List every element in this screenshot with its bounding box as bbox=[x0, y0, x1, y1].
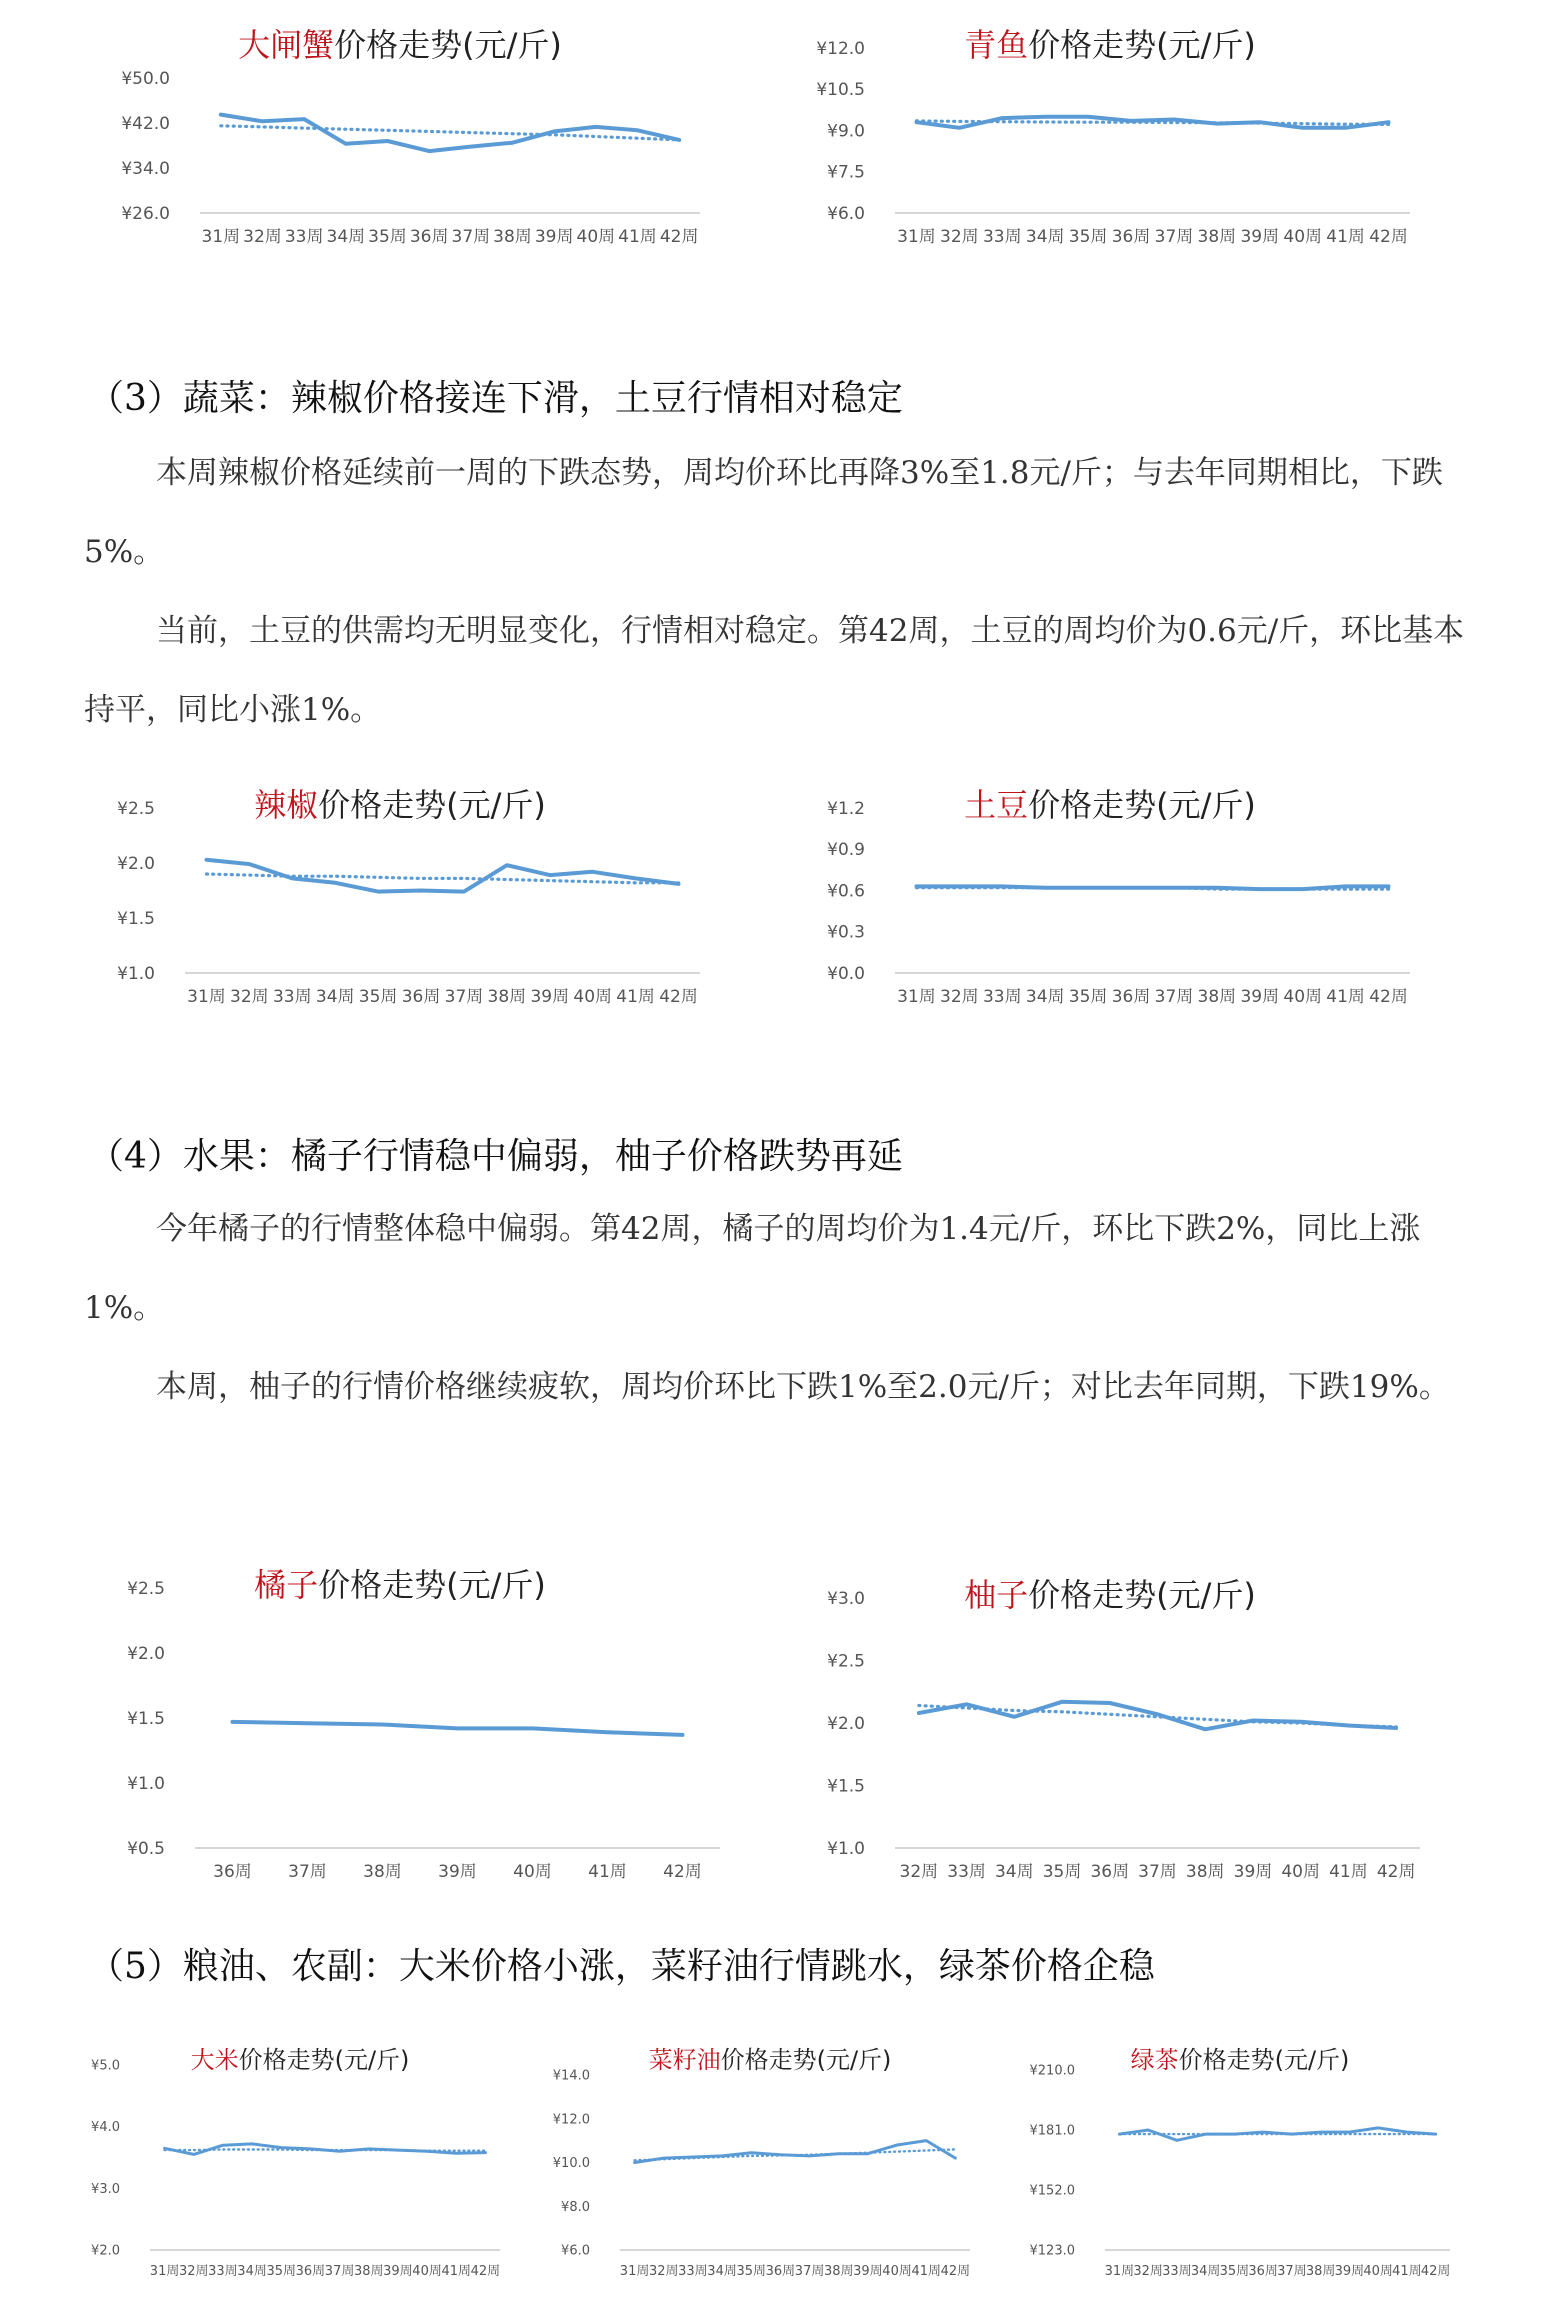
x-tick-label: 33周 bbox=[208, 2264, 238, 2279]
chart-title-rest: 价格走势(元/斤) bbox=[1178, 2046, 1350, 2074]
x-tick-label: 40周 bbox=[1363, 2264, 1393, 2279]
x-tick-label: 33周 bbox=[982, 227, 1022, 247]
x-tick-label: 38周 bbox=[1185, 1862, 1225, 1882]
chart-plot bbox=[550, 2030, 990, 2300]
y-tick-label: ¥50.0 bbox=[121, 68, 170, 89]
y-tick-label: ¥2.0 bbox=[91, 2243, 120, 2259]
x-tick-label: 35周 bbox=[736, 2264, 767, 2279]
chart-title-rest: 价格走势(元/斤) bbox=[318, 1566, 546, 1604]
chart-title-rest: 价格走势(元/斤) bbox=[238, 2046, 410, 2074]
y-tick-label: ¥0.9 bbox=[827, 840, 865, 861]
chart-fish bbox=[790, 8, 1430, 348]
y-tick-label: ¥0.6 bbox=[827, 881, 865, 902]
x-tick-label: 40周 bbox=[1283, 987, 1323, 1007]
chart-potato bbox=[790, 768, 1430, 1108]
chart-title-highlight: 橘子 bbox=[254, 1566, 319, 1604]
paragraph-pepper: 本周辣椒价格延续前一周的下跌态势，周均价环比再降3%至1.8元/斤；与去年同期相比，下跌5%。 bbox=[84, 455, 1443, 570]
x-tick-label: 35周 bbox=[266, 2264, 297, 2279]
paragraph-potato: 当前，土豆的供需均无明显变化，行情相对稳定。第42周，土豆的周均价为0.6元/斤，环比基本持平，同比小涨1%。 bbox=[84, 613, 1465, 728]
chart-plot bbox=[790, 8, 1430, 348]
x-tick-label: 38周 bbox=[353, 2264, 384, 2279]
x-tick-label: 31周 bbox=[187, 987, 226, 1007]
x-tick-label: 31周 bbox=[201, 227, 241, 247]
x-tick-label: 38周 bbox=[487, 987, 527, 1007]
chart-plot bbox=[790, 1548, 1430, 1908]
x-tick-label: 42周 bbox=[940, 2264, 971, 2279]
y-tick-label: ¥3.0 bbox=[827, 1588, 865, 1609]
x-tick-label: 41周 bbox=[1392, 2264, 1422, 2279]
x-tick-label: 35周 bbox=[368, 227, 407, 247]
x-tick-label: 36周 bbox=[1111, 987, 1151, 1007]
x-tick-label: 35周 bbox=[1042, 1862, 1082, 1882]
x-tick-label: 32周 bbox=[899, 1862, 939, 1882]
x-tick-label: 33周 bbox=[678, 2264, 708, 2279]
y-tick-label: ¥152.0 bbox=[1029, 2183, 1075, 2199]
x-tick-label: 39周 bbox=[1334, 2264, 1365, 2279]
x-tick-label: 32周 bbox=[648, 2264, 679, 2279]
x-tick-label: 32周 bbox=[940, 227, 979, 247]
y-tick-label: ¥26.0 bbox=[121, 203, 170, 224]
chart-plot bbox=[1020, 2030, 1460, 2300]
y-tick-label: ¥181.0 bbox=[1029, 2123, 1075, 2139]
y-tick-label: ¥3.0 bbox=[91, 2181, 120, 2197]
x-tick-label: 38周 bbox=[363, 1862, 402, 1882]
x-tick-label: 38周 bbox=[1197, 987, 1237, 1007]
y-tick-label: ¥12.0 bbox=[552, 2112, 590, 2128]
x-tick-label: 39周 bbox=[530, 987, 570, 1007]
x-tick-label: 33周 bbox=[982, 987, 1022, 1007]
y-tick-label: ¥1.0 bbox=[117, 963, 155, 984]
y-tick-label: ¥6.0 bbox=[827, 203, 865, 224]
x-tick-label: 39周 bbox=[1240, 987, 1280, 1007]
y-tick-label: ¥2.0 bbox=[827, 1713, 865, 1734]
x-tick-label: 32周 bbox=[178, 2264, 209, 2279]
chart-title-rest: 价格走势(元/斤) bbox=[1028, 1576, 1256, 1614]
x-tick-label: 42周 bbox=[663, 1862, 702, 1882]
y-tick-label: ¥5.0 bbox=[91, 2058, 120, 2074]
x-tick-label: 36周 bbox=[765, 2264, 796, 2279]
x-tick-label: 39周 bbox=[383, 2264, 413, 2279]
chart-title-highlight: 土豆 bbox=[964, 786, 1029, 824]
x-tick-label: 37周 bbox=[794, 2264, 825, 2279]
y-tick-label: ¥0.3 bbox=[827, 922, 865, 943]
chart-pepper bbox=[80, 768, 720, 1108]
x-tick-label: 41周 bbox=[1326, 987, 1365, 1007]
x-tick-label: 34周 bbox=[707, 2264, 737, 2279]
x-tick-label: 37周 bbox=[451, 227, 491, 247]
x-tick-label: 40周 bbox=[513, 1862, 552, 1882]
chart-tea bbox=[1020, 2030, 1460, 2300]
y-tick-label: ¥1.2 bbox=[827, 798, 865, 819]
x-tick-label: 40周 bbox=[412, 2264, 442, 2279]
x-tick-label: 37周 bbox=[1138, 1862, 1177, 1882]
y-tick-label: ¥2.0 bbox=[117, 853, 155, 874]
x-tick-label: 40周 bbox=[573, 987, 613, 1007]
chart-title-highlight: 菜籽油 bbox=[648, 2046, 721, 2074]
y-tick-label: ¥1.5 bbox=[117, 908, 155, 929]
x-tick-label: 42周 bbox=[1369, 987, 1408, 1007]
chart-plot bbox=[80, 768, 720, 1108]
y-tick-label: ¥210.0 bbox=[1029, 2063, 1075, 2079]
x-tick-label: 35周 bbox=[358, 987, 398, 1007]
chart-title-highlight: 绿茶 bbox=[1130, 2046, 1179, 2074]
chart-crab bbox=[80, 8, 720, 348]
y-tick-label: ¥7.5 bbox=[827, 162, 865, 183]
x-tick-label: 41周 bbox=[588, 1862, 627, 1882]
x-tick-label: 37周 bbox=[288, 1862, 327, 1882]
x-tick-label: 37周 bbox=[1154, 227, 1194, 247]
chart-plot bbox=[790, 768, 1430, 1108]
x-tick-label: 34周 bbox=[1190, 2264, 1221, 2279]
x-tick-label: 38周 bbox=[493, 227, 532, 247]
x-tick-label: 36周 bbox=[1090, 1862, 1130, 1882]
x-tick-label: 34周 bbox=[1025, 987, 1065, 1007]
y-tick-label: ¥1.5 bbox=[127, 1708, 165, 1729]
x-tick-label: 33周 bbox=[284, 227, 324, 247]
x-tick-label: 41周 bbox=[616, 987, 655, 1007]
x-tick-label: 36周 bbox=[409, 227, 449, 247]
x-tick-label: 32周 bbox=[940, 987, 979, 1007]
chart-title-rest: 价格走势(元/斤) bbox=[1028, 26, 1256, 64]
x-tick-label: 34周 bbox=[237, 2264, 267, 2279]
x-tick-label: 41周 bbox=[1326, 227, 1365, 247]
x-tick-label: 37周 bbox=[324, 2264, 355, 2279]
y-tick-label: ¥2.5 bbox=[127, 1578, 165, 1599]
x-tick-label: 37周 bbox=[1277, 2264, 1307, 2279]
y-tick-label: ¥2.5 bbox=[827, 1651, 865, 1672]
price-line bbox=[919, 1702, 1396, 1730]
x-tick-label: 42周 bbox=[470, 2264, 501, 2279]
x-tick-label: 31周 bbox=[149, 2264, 180, 2279]
y-tick-label: ¥10.0 bbox=[552, 2156, 590, 2172]
x-tick-label: 36周 bbox=[401, 987, 441, 1007]
x-tick-label: 40周 bbox=[576, 227, 616, 247]
y-tick-label: ¥42.0 bbox=[121, 113, 170, 134]
x-tick-label: 33周 bbox=[947, 1862, 986, 1882]
x-tick-label: 34周 bbox=[1025, 227, 1065, 247]
chart-title-highlight: 青鱼 bbox=[964, 26, 1029, 64]
x-tick-label: 31周 bbox=[897, 987, 936, 1007]
x-tick-label: 36周 bbox=[1111, 227, 1151, 247]
x-tick-label: 39周 bbox=[853, 2264, 883, 2279]
x-tick-label: 34周 bbox=[994, 1862, 1034, 1882]
x-tick-label: 37周 bbox=[444, 987, 484, 1007]
chart-title-rest: 价格走势(元/斤) bbox=[1028, 786, 1256, 824]
y-tick-label: ¥0.0 bbox=[827, 963, 865, 984]
x-tick-label: 31周 bbox=[1104, 2264, 1135, 2279]
x-tick-label: 40周 bbox=[1283, 227, 1323, 247]
chart-title-rest: 价格走势(元/斤) bbox=[334, 26, 562, 64]
y-tick-label: ¥4.0 bbox=[91, 2120, 120, 2136]
x-tick-label: 42周 bbox=[659, 227, 699, 247]
y-tick-label: ¥10.5 bbox=[816, 80, 865, 101]
chart-plot bbox=[80, 2030, 520, 2300]
chart-oil bbox=[550, 2030, 990, 2300]
x-tick-label: 39周 bbox=[1233, 1862, 1273, 1882]
y-tick-label: ¥34.0 bbox=[121, 158, 170, 179]
chart-title-highlight: 辣椒 bbox=[254, 786, 319, 824]
x-tick-label: 41周 bbox=[618, 227, 657, 247]
paragraph-pomelo: 本周，柚子的行情价格继续疲软，周均价环比下跌1%至2.0元/斤；对比去年同期，下跌19%。 bbox=[156, 1369, 1450, 1405]
chart-title-rest: 价格走势(元/斤) bbox=[720, 2046, 892, 2074]
x-tick-label: 40周 bbox=[1281, 1862, 1321, 1882]
chart-title-highlight: 大闸蟹 bbox=[238, 26, 335, 64]
chart-orange bbox=[80, 1548, 720, 1908]
x-tick-label: 35周 bbox=[1219, 2264, 1250, 2279]
x-tick-label: 37周 bbox=[1154, 987, 1194, 1007]
x-tick-label: 31周 bbox=[619, 2264, 650, 2279]
x-tick-label: 32周 bbox=[243, 227, 282, 247]
y-tick-label: ¥14.0 bbox=[552, 2068, 590, 2084]
x-tick-label: 39周 bbox=[438, 1862, 477, 1882]
x-tick-label: 34周 bbox=[326, 227, 366, 247]
x-tick-label: 39周 bbox=[534, 227, 574, 247]
section-heading-vegetables: （3）蔬菜：辣椒价格接连下滑，土豆行情相对稳定 bbox=[88, 378, 903, 419]
x-tick-label: 38周 bbox=[1197, 227, 1237, 247]
x-tick-label: 42周 bbox=[1369, 227, 1408, 247]
x-tick-label: 32周 bbox=[1133, 2264, 1163, 2279]
chart-title-highlight: 大米 bbox=[190, 2046, 239, 2074]
x-tick-label: 33周 bbox=[272, 987, 312, 1007]
y-tick-label: ¥1.0 bbox=[827, 1838, 865, 1859]
price-line bbox=[207, 860, 679, 892]
y-tick-label: ¥6.0 bbox=[561, 2243, 590, 2259]
x-tick-label: 35周 bbox=[1068, 987, 1108, 1007]
x-tick-label: 41周 bbox=[441, 2264, 472, 2279]
x-tick-label: 38周 bbox=[1305, 2264, 1336, 2279]
x-tick-label: 42周 bbox=[1420, 2264, 1451, 2279]
y-tick-label: ¥1.5 bbox=[827, 1776, 865, 1797]
x-tick-label: 38周 bbox=[823, 2264, 854, 2279]
x-tick-label: 40周 bbox=[882, 2264, 912, 2279]
x-tick-label: 41周 bbox=[911, 2264, 942, 2279]
x-tick-label: 32周 bbox=[230, 987, 269, 1007]
x-tick-label: 36周 bbox=[213, 1862, 252, 1882]
y-tick-label: ¥2.0 bbox=[127, 1643, 165, 1664]
chart-plot bbox=[80, 1548, 720, 1908]
section-heading-grain: （5）粮油、农副：大米价格小涨，菜籽油行情跳水，绿茶价格企稳 bbox=[88, 1946, 1155, 1987]
y-tick-label: ¥2.5 bbox=[117, 798, 155, 819]
y-tick-label: ¥1.0 bbox=[127, 1773, 165, 1794]
section-heading-fruit: （4）水果：橘子行情稳中偏弱，柚子价格跌势再延 bbox=[88, 1136, 903, 1177]
chart-title-highlight: 柚子 bbox=[964, 1576, 1029, 1614]
x-tick-label: 36周 bbox=[295, 2264, 326, 2279]
chart-rice bbox=[80, 2030, 520, 2300]
x-tick-label: 34周 bbox=[315, 987, 355, 1007]
x-tick-label: 41周 bbox=[1329, 1862, 1368, 1882]
y-tick-label: ¥0.5 bbox=[127, 1838, 165, 1859]
x-tick-label: 31周 bbox=[897, 227, 936, 247]
chart-plot bbox=[80, 8, 720, 348]
x-tick-label: 42周 bbox=[1376, 1862, 1416, 1882]
paragraph-orange: 今年橘子的行情整体稳中偏弱。第42周，橘子的周均价为1.4元/斤，环比下跌2%，同比上涨1%。 bbox=[84, 1211, 1421, 1326]
x-tick-label: 39周 bbox=[1240, 227, 1280, 247]
y-tick-label: ¥12.0 bbox=[816, 38, 865, 59]
x-tick-label: 36周 bbox=[1248, 2264, 1278, 2279]
y-tick-label: ¥8.0 bbox=[561, 2199, 590, 2215]
y-tick-label: ¥123.0 bbox=[1029, 2243, 1075, 2259]
chart-title-rest: 价格走势(元/斤) bbox=[318, 786, 546, 824]
chart-pomelo bbox=[790, 1548, 1430, 1908]
x-tick-label: 35周 bbox=[1068, 227, 1108, 247]
x-tick-label: 42周 bbox=[659, 987, 698, 1007]
x-tick-label: 33周 bbox=[1162, 2264, 1192, 2279]
y-tick-label: ¥9.0 bbox=[827, 121, 865, 142]
